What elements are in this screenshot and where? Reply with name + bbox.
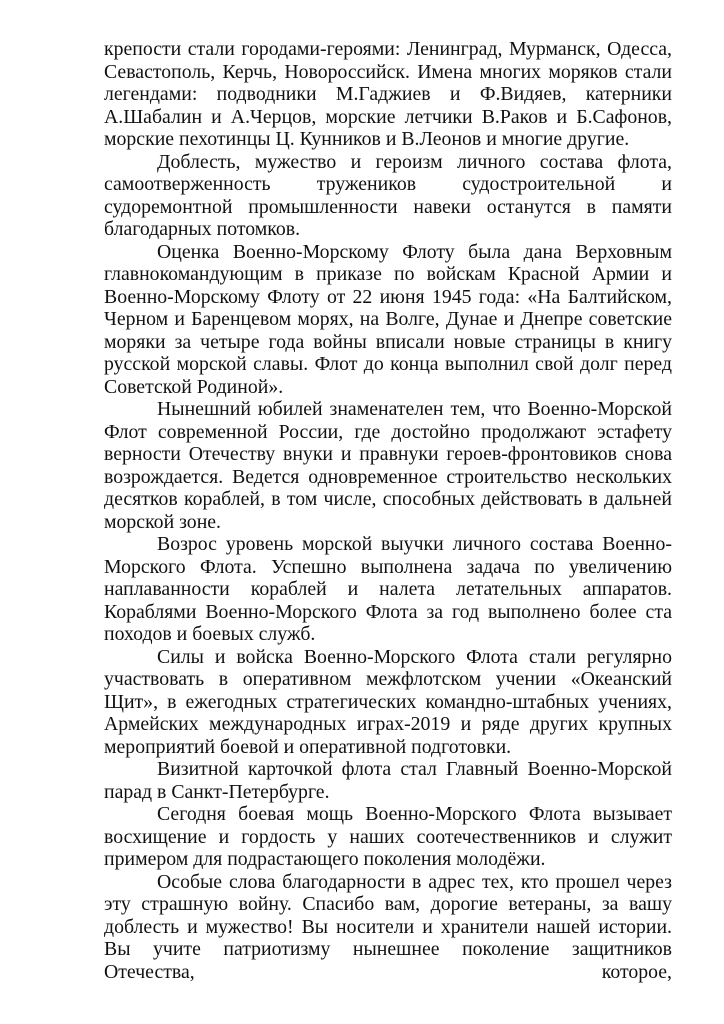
paragraph-jubilee: Нынешний юбилей знаменателен тем, что Военно-Морской Флот современной России, где достойно продолжают эстафету верности Отечеству внуки и правнуки героев-фронтовиков снова возрождается. Ведется одновременное строительство нескольких десятков кораблей, в том числе, способных действовать в дальней морской зоне. — [104, 398, 672, 533]
paragraph-training: Возрос уровень морской выучки личного состава Военно-Морского Флота. Успешно выполнена задача по увеличению наплаванности кораблей и налета летательных аппаратов. Кораблями Военно-Морского Флота за год выполнено более ста походов и боевых служб. — [104, 533, 672, 645]
paragraph-combat-power: Сегодня боевая мощь Военно-Морского Флота вызывает восхищение и гордость у наших соотечественников и служит примером для подрастающего поколения молодёжи. — [104, 803, 672, 870]
document-page — [104, 38, 672, 983]
paragraph-parade: Визитной карточкой флота стал Главный Военно-Морской парад в Санкт-Петербурге. — [104, 758, 672, 803]
paragraph-valor: Доблесть, мужество и героизм личного состава флота, самоотверженность тружеников судостроительной и судоремонтной промышленности навеки останутся в памяти благодарных потомков. — [104, 150, 672, 240]
paragraph-hero-cities: крепости стали городами-героями: Ленинград, Мурманск, Одесса, Севастополь, Керчь, Новороссийск. Имена многих моряков стали легендами: подводники М.Гаджиев и Ф.Видяев, катерники А.Шабалин и А.Черцов, морские летчики В.Раков и Б.Сафонов, морские пехотинцы Ц. Кунников и В.Леонов и многие другие. — [104, 38, 672, 150]
paragraph-supreme-order: Оценка Военно-Морскому Флоту была дана Верховным главнокомандующим в приказе по войскам Красной Армии и Военно-Морскому Флоту от 22 июня 1945 года: «На Балтийском, Черном и Баренцевом морях, на Волге, Дунае и Днепре советские моряки за четыре года войны вписали новые страницы в книгу русской морской славы. Флот до конца выполнил свой долг перед Советской Родиной». — [104, 240, 672, 398]
paragraph-gratitude: Особые слова благодарности в адрес тех, кто прошел через эту страшную войну. Спасибо вам, дорогие ветераны, за вашу доблесть и мужество! Вы носители и хранители нашей истории. Вы учите патриотизму нынешнее поколение защитников Отечества, которое, — [104, 870, 672, 983]
paragraph-exercises: Силы и войска Военно-Морского Флота стали регулярно участвовать в оперативном межфлотском учении «Океанский Щит», в ежегодных стратегических командно-штабных учениях, Армейских международных играх-2019 и ряде других крупных мероприятий боевой и оперативной подготовки. — [104, 645, 672, 758]
